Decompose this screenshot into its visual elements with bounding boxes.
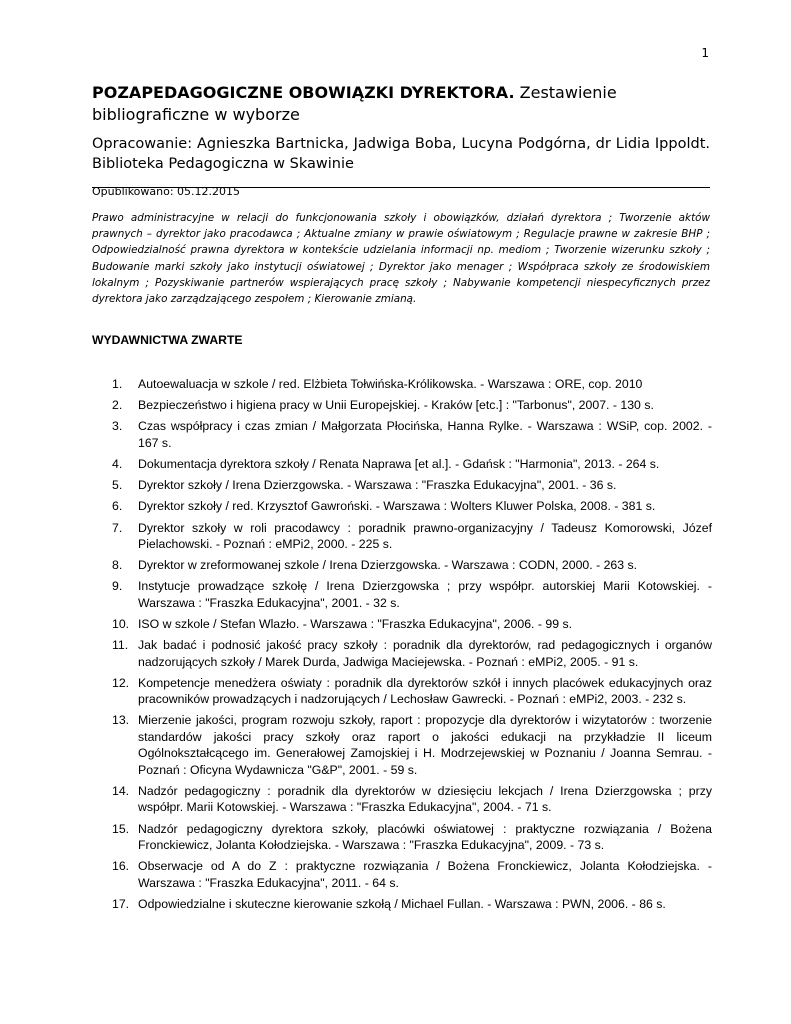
bibliography-entry [92,498,712,514]
bibliography-entry [92,578,712,611]
entry-text: Kompetencje menedżera oświaty : poradnik dla dyrektorów szkół i innych placówek edukacyjnych oraz pracowników prowadzących i nadzorujących / Lechosław Gawrecki. - Poznań : eMPi2, 2003. - 232 s. [138,675,712,707]
entry-text: Autoewaluacja w szkole / red. Elżbieta Tołwińska-Królikowska. - Warszawa : ORE, cop. 2010 [138,377,643,391]
bibliography-entry [92,712,712,778]
bibliography-entry [92,418,712,451]
published-date: Opublikowano: 05.12.2015 [92,185,241,198]
bibliography-entry [92,821,712,854]
entry-number: 7. [112,520,123,535]
bibliography-entry [92,456,712,472]
bibliography-entry [92,616,712,632]
bibliography-entry [92,376,712,392]
entry-number: 15. [112,821,130,836]
bibliography-entry [92,675,712,708]
entry-number: 4. [112,457,123,472]
entry-number: 8. [112,558,123,573]
entry-text: Bezpieczeństwo i higiena pracy w Unii Europejskiej. - Kraków [etc.] : "Tarbonus", 2007. - 130 s. [138,398,654,413]
bibliography-entry [92,557,712,573]
document-title [92,82,710,126]
entry-text: Mierzenie jakości, program rozwoju szkoły, raport : propozycje dla dyrektorów i wizytatorów : tworzenie standardów jakości pracy szkoły oraz raport o jakości edukacji na przykładzie II liceum Ogólnokształcącego im. Generałowej Zamojskiej i H. Modrzejewskiej w Poznaniu / Joanna Semrau. - Poznań : Oficyna Wydawnicza "G&P", 2001. - 59 s. [138,713,712,777]
entry-number: 16. [112,859,130,874]
entry-text: Nadzór pedagogiczny dyrektora szkoły, placówki oświatowej : praktyczne rozwiązania / Bożena Fronckiewicz, Jolanta Kołodziejska. - Warszawa : "Fraszka Edukacyjna", 2009. - 73 s. [138,821,712,852]
entry-text: Dyrektor szkoły / Irena Dzierzgowska. - Warszawa : "Fraszka Edukacyjna", 2001. - 36 s. [138,478,617,493]
entry-number: 9. [112,579,123,594]
title-bold: POZAPEDAGOGICZNE OBOWIĄZKI DYREKTORA. [92,83,515,102]
page-number: 1 [701,46,709,60]
entry-number: 13. [112,713,130,728]
entry-number: 14. [112,783,130,798]
bibliography-entry [92,783,712,816]
section-heading: WYDAWNICTWA ZWARTE [92,333,243,347]
entry-number: 12. [112,675,130,690]
title-subtitle: Zestawienie bibliograficzne w wyborze [92,83,617,124]
bibliography-entry [92,397,712,413]
authors-line: Opracowanie: Agnieszka Bartnicka, Jadwiga Boba, Lucyna Podgórna, dr Lidia Ippoldt. Biblioteka Pedagogiczna w Skawinie [92,136,710,172]
bibliography-entry [92,477,712,493]
bibliography-entry [92,858,712,891]
entry-text: Dyrektor w zreformowanej szkole / Irena Dzierzgowska. - Warszawa : CODN, 2000. - 263 s. [138,558,638,573]
bibliography-list [92,376,712,917]
bibliography-entry [92,520,712,553]
entry-number: 1. [112,377,123,391]
entry-number: 17. [112,896,130,911]
entry-number: 3. [112,419,123,434]
entry-text: Dyrektor szkoły w roli pracodawcy : poradnik prawno-organizacyjny / Tadeusz Komorowski, Józef Pielachowski. - Poznań : eMPi2, 2000. - 225 s. [138,520,712,552]
entry-number: 11. [112,638,129,653]
entry-text: Instytucje prowadzące szkołę / Irena Dzierzgowska ; przy współpr. autorskiej Marii Kotowskiej. - Warszawa : "Fraszka Edukacyjna", 2001. - 32 s. [138,579,712,610]
entry-number: 5. [112,478,123,493]
bibliography-entry [92,637,712,670]
entry-number: 10. [112,617,130,632]
entry-text: Obserwacje od A do Z : praktyczne rozwiązania / Bożena Fronckiewicz, Jolanta Kołodziejska. - Warszawa : "Fraszka Edukacyjna", 2011. - 64 s. [138,859,712,890]
entry-text: Odpowiedzialne i skuteczne kierowanie szkołą / Michael Fullan. - Warszawa : PWN, 2006. - 86 s. [138,896,666,911]
entry-text: Czas współpracy i czas zmian / Małgorzata Płocińska, Hanna Rylke. - Warszawa : WSiP, cop. 2002. - 167 s. [138,419,712,450]
entry-text: Nadzór pedagogiczny : poradnik dla dyrektorów w dziesięciu lekcjach / Irena Dzierzgowska ; przy współpr. Marii Kotowskiej. - Warszawa : "Fraszka Edukacyjna", 2004. - 71 s. [138,783,712,815]
entry-number: 6. [112,499,123,514]
entry-text: ISO w szkole / Stefan Wlazło. - Warszawa : "Fraszka Edukacyjna", 2006. - 99 s. [138,617,573,632]
bibliography-entry [92,896,712,912]
document-header [92,82,710,198]
entry-text: Dyrektor szkoły / red. Krzysztof Gawroński. - Warszawa : Wolters Kluwer Polska, 2008. - 381 s. [138,499,656,514]
entry-text: Dokumentacja dyrektora szkoły / Renata Naprawa [et al.]. - Gdańsk : "Harmonia", 2013. - 264 s. [138,457,660,472]
keywords-paragraph: Prawo administracyjne w relacji do funkcjonowania szkoły i obowiązków, działań dyrektora ; Tworzenie aktów prawnych – dyrektor jako pracodawca ; Aktualne zmiany w prawie oświatowym ; Regulacje prawne w zakresie BHP ; Odpowiedzialność prawna dyrektora w kontekście udzielania informacji np. mediom ; Tworzenie wizerunku szkoły ; Budowanie marki szkoły jako instytucji oświatowej ; Dyrektor jako menager ; Współpraca szkoły ze środowiskiem lokalnym ; Pozyskiwanie partnerów wspierających pracę szkoły ; Nabywanie kompetencji niespecyficznych przez dyrektora jako zarządzającego zespołem ; Kierowanie zmianą. [92,212,710,306]
entry-number: 2. [112,398,123,413]
entry-text: Jak badać i podnosić jakość pracy szkoły : poradnik dla dyrektorów, rad pedagogicznych i organów nadzorujących szkoły / Marek Durda, Jadwiga Maciejewska. - Poznań : eMPi2, 2005. - 91 s. [138,638,712,669]
header-divider [92,187,710,188]
